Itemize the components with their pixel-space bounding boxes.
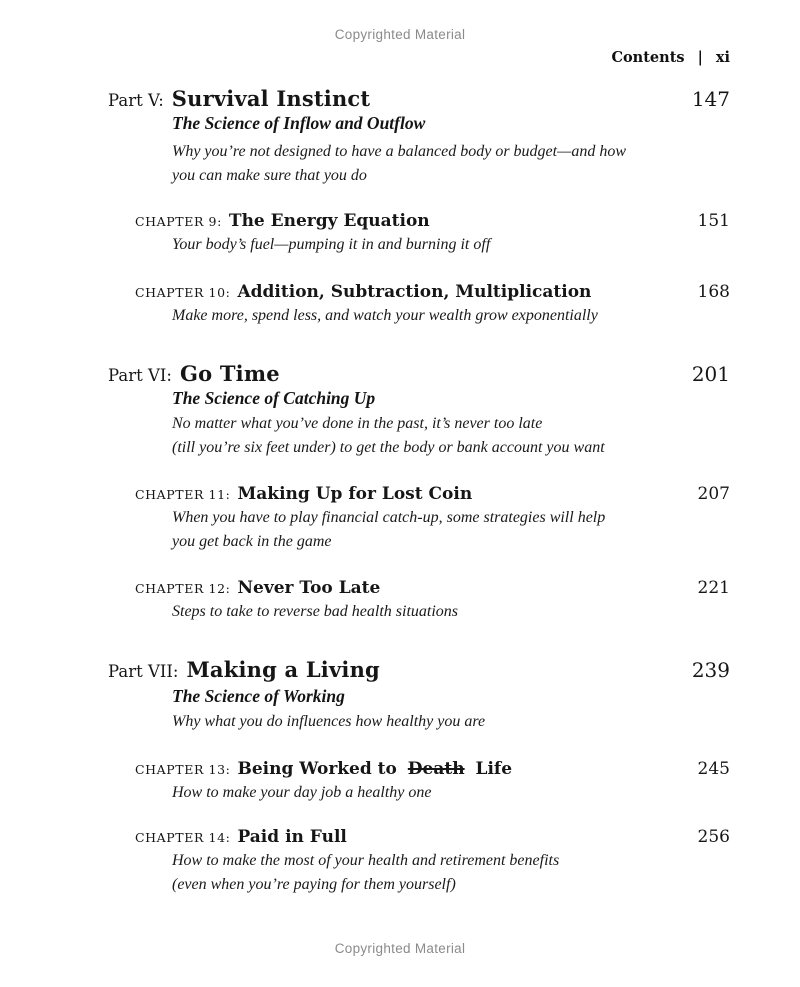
chapter-description-line: How to make your day job a healthy one [172,784,432,801]
chapter-label: CHAPTER 12: [135,581,231,596]
part-row [108,86,730,111]
chapter-title-segment: Life [475,759,513,779]
chapter-label: CHAPTER 10: [135,285,231,300]
chapter-page-number: 245 [697,759,730,779]
part-description-line: (till you’re six feet under) to get the body or bank account you want [172,439,605,456]
chapter-page-number: 207 [697,484,730,504]
part-title: Go Time [179,361,280,386]
chapter-title-segment: Being Worked to [237,759,397,779]
chapter-label: CHAPTER 13: [135,762,231,777]
part-title: Making a Living [186,657,380,682]
part-label: Part VII: [108,662,179,681]
part-label: Part VI: [108,366,172,385]
chapter-row [135,484,730,504]
part-page-number: 239 [691,658,730,682]
part-description-line: Why you’re not designed to have a balanced body or budget—and how [172,143,626,160]
part-subtitle: The Science of Working [172,686,345,706]
chapter-title: Paid in Full [237,827,347,847]
chapter-label: CHAPTER 9: [135,214,222,229]
chapter-label: CHAPTER 11: [135,487,231,502]
part-description-line: you can make sure that you do [172,167,367,184]
chapter-title: Addition, Subtraction, Multiplication [237,282,592,302]
chapter-description-line: Your body’s fuel—pumping it in and burning it off [172,236,491,253]
copyright-notice-top: Copyrighted Material [334,27,466,42]
chapter-description-line: How to make the most of your health and retirement benefits [172,852,560,869]
chapter-title [237,759,512,779]
part-subtitle: The Science of Inflow and Outflow [172,113,426,133]
header-page-number: xi [715,49,730,66]
chapter-description-line: (even when you’re paying for them yourself) [172,876,456,893]
chapter-row [135,211,730,231]
part-row [108,657,730,682]
chapter-row [135,578,730,598]
strikethrough-word: Death [407,759,465,779]
chapter-description-line: you get back in the game [172,533,332,550]
chapter-title: The Energy Equation [228,211,430,231]
chapter-row [135,827,730,847]
chapter-description-line: Make more, spend less, and watch your wealth grow exponentially [172,307,598,324]
part-subtitle: The Science of Catching Up [172,388,376,408]
chapter-page-number: 168 [697,282,730,302]
header-title: Contents [611,49,685,66]
chapter-row [135,759,730,779]
part-page-number: 147 [691,87,730,111]
chapter-row [135,282,730,302]
chapter-label: CHAPTER 14: [135,830,231,845]
chapter-title: Never Too Late [237,578,381,598]
chapter-page-number: 256 [697,827,730,847]
part-label: Part V: [108,91,164,110]
copyright-notice-bottom: Copyrighted Material [334,941,466,956]
part-title: Survival Instinct [171,86,371,111]
header-separator: | [697,49,703,66]
chapter-page-number: 221 [697,578,730,598]
chapter-page-number: 151 [697,211,730,231]
part-page-number: 201 [691,362,730,386]
contents-header [611,49,730,66]
part-description-line: Why what you do influences how healthy you are [172,713,486,730]
chapter-title: Making Up for Lost Coin [237,484,473,504]
chapter-description-line: When you have to play financial catch-up, some strategies will help [172,509,606,526]
part-row [108,361,730,386]
chapter-description-line: Steps to take to reverse bad health situations [172,603,459,620]
part-description-line: No matter what you’ve done in the past, it’s never too late [172,415,543,432]
